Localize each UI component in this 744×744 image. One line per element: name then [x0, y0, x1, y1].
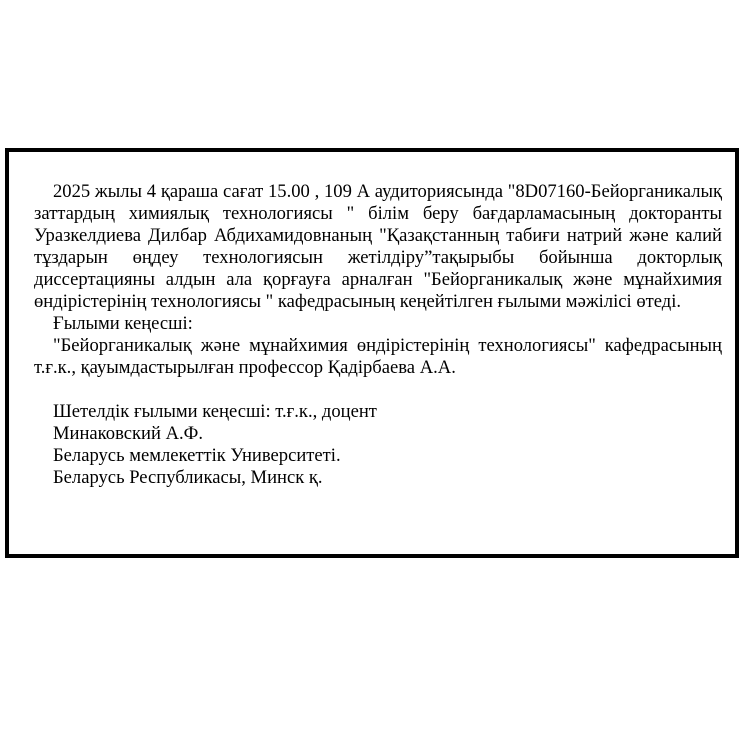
advisor-details: "Бейорганикалық және мұнайхимия өндірістерінің технологиясы" кафедрасының т.ғ.к., қауымдастырылған профессор Қадірбаева А.А.: [34, 335, 722, 378]
announcement-box: [5, 148, 739, 558]
foreign-advisor-university: Беларусь мемлекеттік Университеті.: [53, 445, 341, 466]
advisor-heading: Ғылыми кеңесші:: [53, 313, 193, 334]
blank-line: [34, 379, 722, 401]
announcement-paragraph: 2025 жылы 4 қараша сағат 15.00 , 109 А аудиториясында "8D07160-Бейорганикалық заттардың химиялық технологиясы " білім беру бағдарламасының докторанты Уразкелдиева Дилбар Абдихамидовнаның "Қазақстанның табиғи натрий және калий тұздарын өңдеу технологиясын жетілдіру”тақырыбы бойынша докторлық диссертацияны алдын ала қорғауға арналған "Бейорганикалық және мұнайхимия өндірістерінің технологиясы " кафедрасының кеңейтілген ғылыми мәжілісі өтеді.: [34, 181, 722, 312]
foreign-advisor-name: Минаковский А.Ф.: [53, 423, 203, 444]
announcement-content: [34, 181, 722, 489]
foreign-advisor-title: Шетелдік ғылыми кеңесші: т.ғ.к., доцент: [53, 401, 377, 422]
foreign-advisor-location: Беларусь Республикасы, Минск қ.: [53, 467, 323, 488]
